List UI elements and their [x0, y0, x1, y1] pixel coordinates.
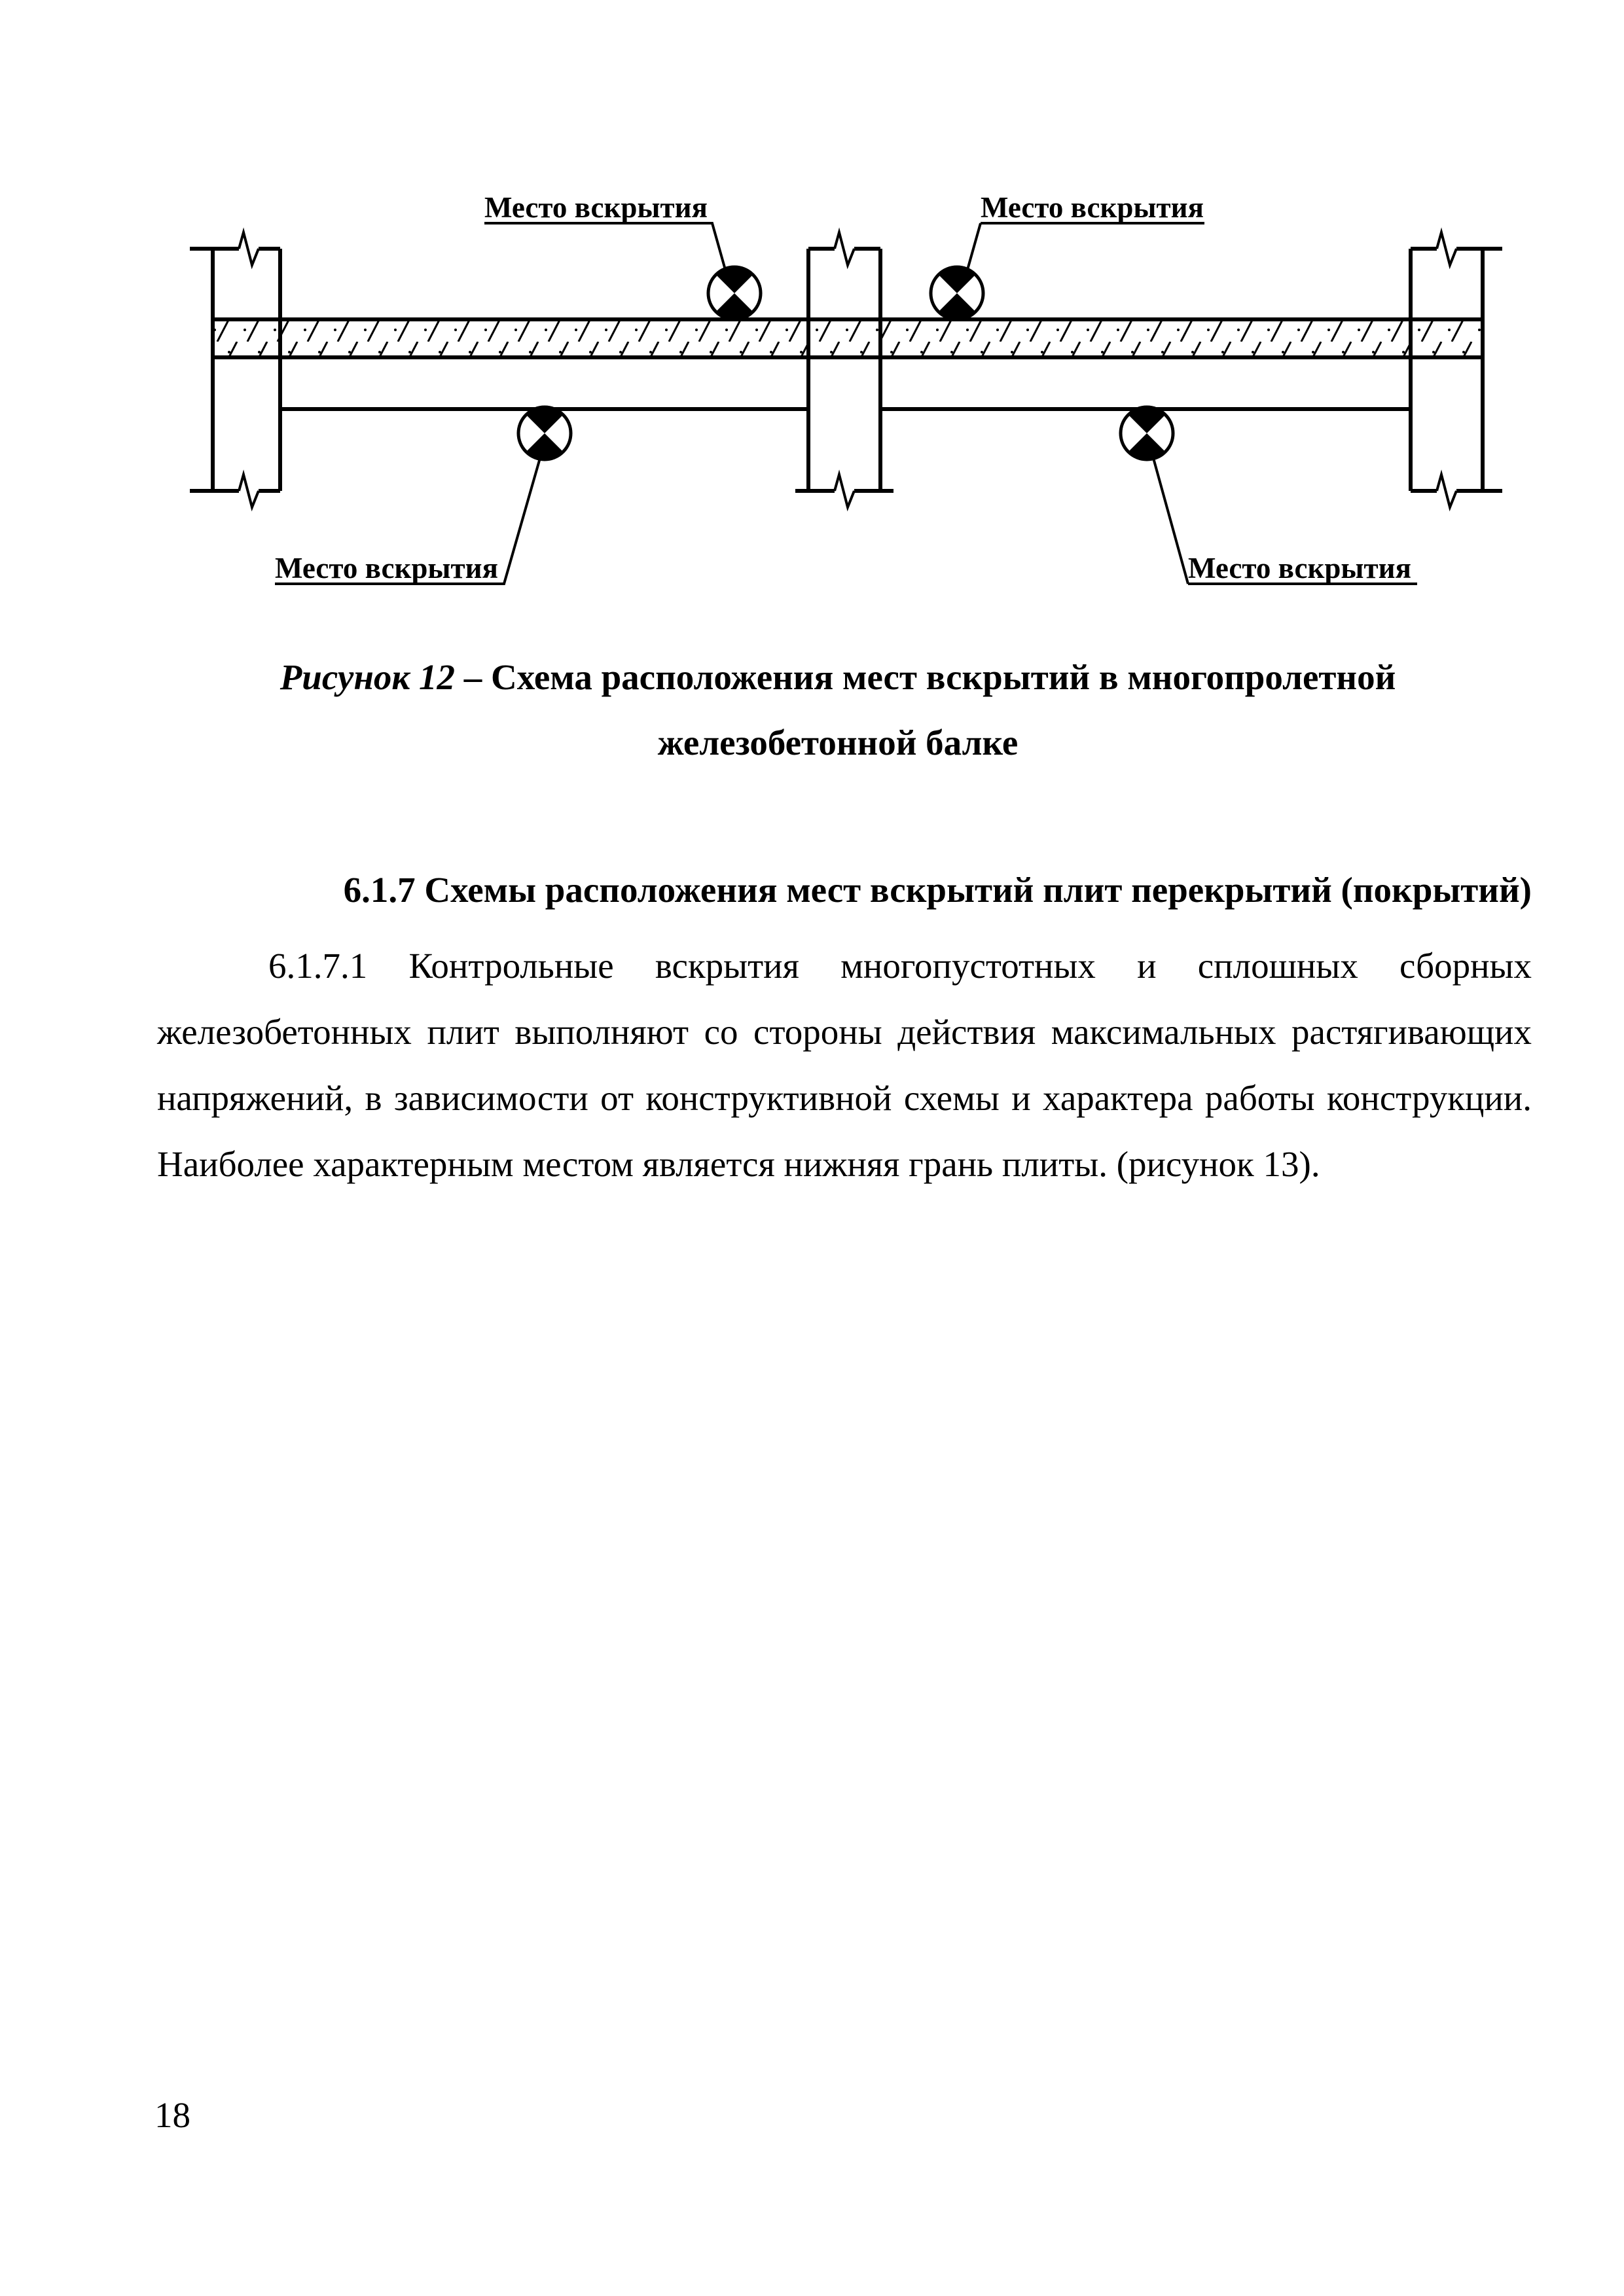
opening-marker-bottom-1	[518, 407, 571, 459]
page-number: 18	[154, 2095, 190, 2135]
beam-opening-diagram	[0, 0, 1624, 628]
left-column	[190, 232, 280, 507]
callout-label-top-left: Место вскрытия	[484, 191, 708, 224]
figure-caption-line1	[157, 645, 1519, 710]
body-paragraph: 6.1.7.1 Контрольные вскрытия многопустотных и сплошных сборных железобетонных плит выполняют со стороны действия максимальных растягивающих напряжений, в зависимости от конструктивной схемы и характера работы конструкции. Наиболее характерным местом является нижняя грань плиты. (рисунок 13).	[157, 946, 1532, 1184]
caption-dash: –	[454, 657, 491, 697]
caption-text-1: Схема расположения мест вскрытий в многопролетной	[490, 657, 1396, 697]
callout-label-bottom-left: Место вскрытия	[275, 552, 498, 584]
figure-caption-line2: железобетонной балке	[657, 723, 1019, 762]
figure-number: Рисунок 12	[280, 657, 455, 697]
opening-marker-top-2	[931, 267, 983, 319]
right-column	[1411, 232, 1502, 507]
opening-marker-bottom-2	[1121, 407, 1173, 459]
callout-label-bottom-right: Место вскрытия	[1188, 552, 1411, 584]
middle-column	[795, 232, 893, 507]
slab	[213, 319, 1483, 357]
section-heading: 6.1.7 Схемы расположения мест вскрытий плит перекрытий (покрытий)	[343, 870, 1532, 910]
callout-label-top-right: Место вскрытия	[981, 191, 1204, 224]
callout-leaders	[275, 223, 1417, 584]
opening-marker-top-1	[708, 267, 761, 319]
